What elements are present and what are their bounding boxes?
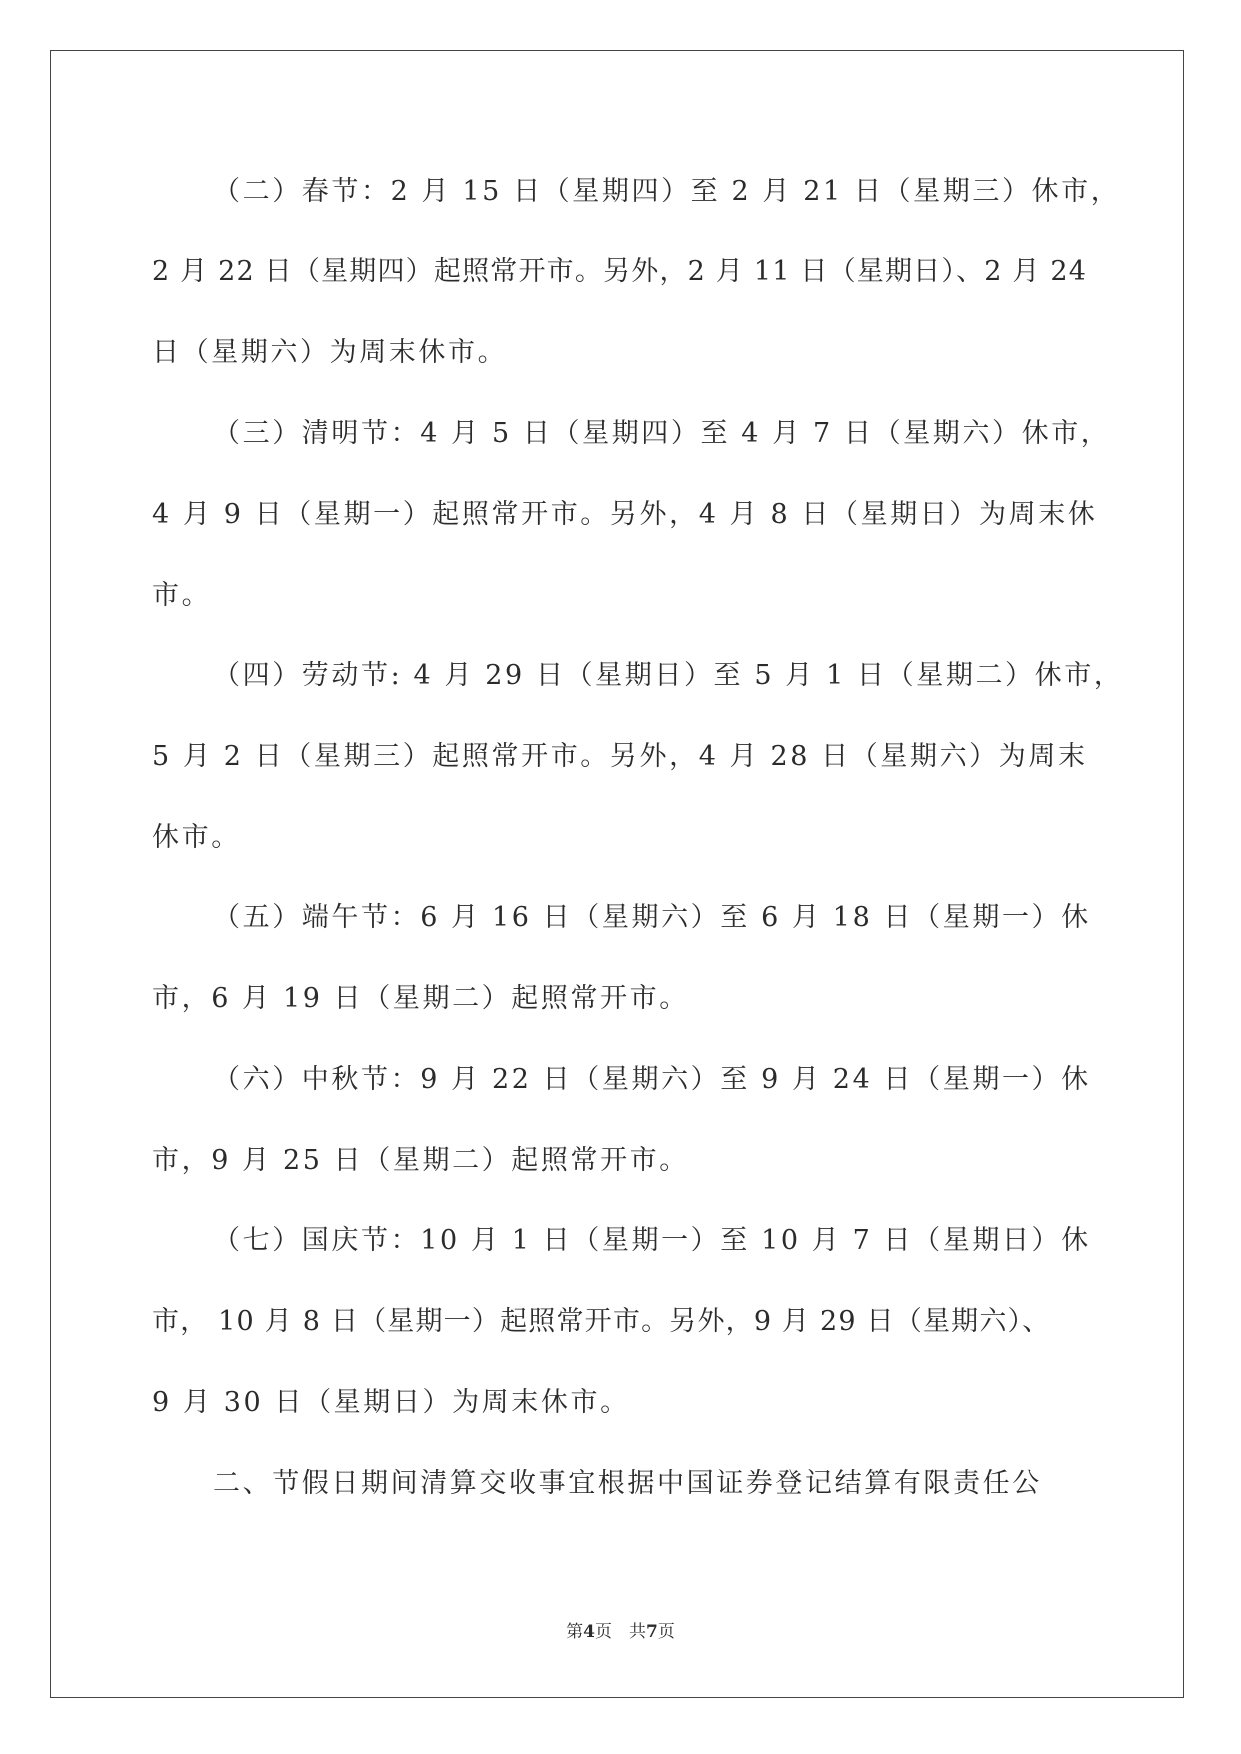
paragraph-line: 休市。 [152, 822, 241, 853]
paragraph-line: 二、节假日期间清算交收事宜根据中国证券登记结算有限责任公 [213, 1468, 1042, 1499]
paragraph-line: （四）劳动节: 4 月 29 日（星期日）至 5 月 1 日（星期二）休市， [213, 660, 1124, 691]
paragraph-line: 4 月 9 日（星期一）起照常开市。另外，4 月 8 日（星期日）为周末休 [152, 499, 1098, 530]
paragraph-line: 市，6 月 19 日（星期二）起照常开市。 [152, 983, 689, 1014]
paragraph-line: 5 月 2 日（星期三）起照常开市。另外，4 月 28 日（星期六）为周末 [152, 741, 1088, 772]
paragraph-line: 市。 [152, 580, 212, 611]
paragraph-line: （二）春节：2 月 15 日（星期四）至 2 月 21 日（星期三）休市， [213, 176, 1121, 207]
paragraph-line: 2 月 22 日（星期四）起照常开市。另外，2 月 11 日（星期日）、2 月 24 [152, 256, 1088, 287]
footer-mid: 页 共 [595, 1622, 646, 1642]
paragraph-line: 日（星期六）为周末休市。 [152, 337, 508, 368]
paragraph-line: （五）端午节：6 月 16 日（星期六）至 6 月 18 日（星期一）休 [213, 902, 1091, 933]
page-footer [0, 1620, 1241, 1644]
paragraph-line: 市， 10 月 8 日（星期一）起照常开市。另外，9 月 29 日（星期六）、 [152, 1306, 1051, 1337]
paragraph-line: 9 月 30 日（星期日）为周末休市。 [152, 1387, 630, 1418]
current-page-number: 4 [583, 1622, 595, 1642]
page-border [50, 50, 1184, 1698]
footer-suffix: 页 [657, 1622, 675, 1642]
paragraph-line: （三）清明节：4 月 5 日（星期四）至 4 月 7 日（星期六）休市， [213, 418, 1111, 449]
total-page-number: 7 [646, 1622, 658, 1642]
footer-prefix: 第 [566, 1622, 584, 1642]
paragraph-line: （七）国庆节：10 月 1 日（星期一）至 10 月 7 日（星期日）休 [213, 1225, 1091, 1256]
paragraph-line: 市，9 月 25 日（星期二）起照常开市。 [152, 1145, 689, 1176]
paragraph-line: （六）中秋节：9 月 22 日（星期六）至 9 月 24 日（星期一）休 [213, 1064, 1091, 1095]
